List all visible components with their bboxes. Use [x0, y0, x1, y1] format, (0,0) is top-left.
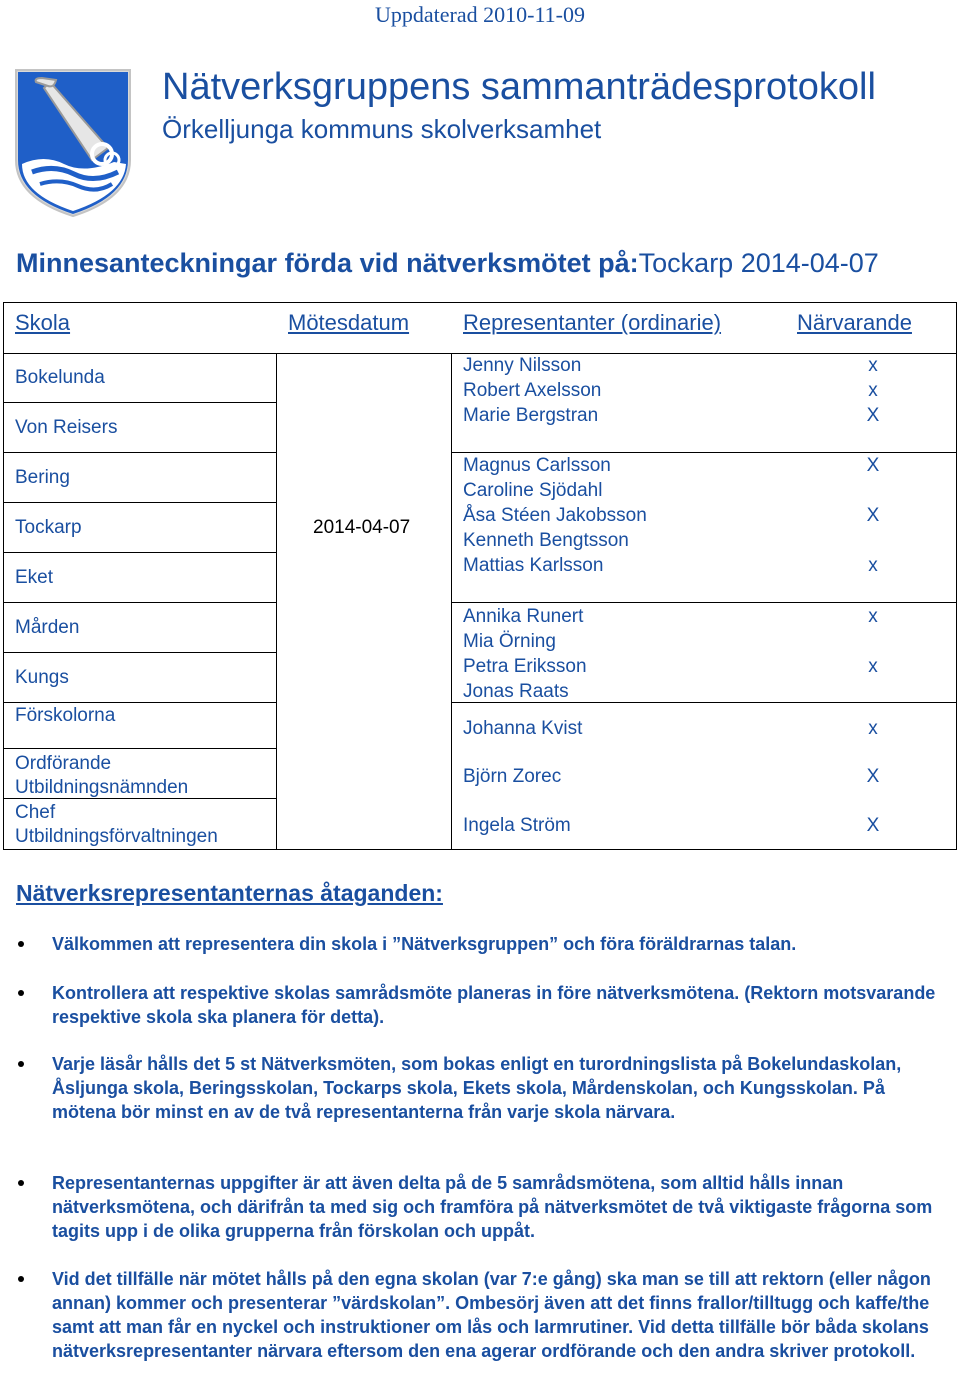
page-subtitle: Örkelljunga kommuns skolverksamhet	[162, 114, 602, 144]
task-item	[52, 981, 952, 1029]
column-header-meeting-date: Mötesdatum	[288, 310, 410, 335]
representative-name: Magnus Carlsson	[463, 455, 611, 476]
column-header-school: Skola	[15, 310, 71, 335]
bullet-icon	[18, 1061, 24, 1067]
school-cell: Von Reisers	[15, 417, 118, 438]
representative-name: Kenneth Bengtsson	[463, 530, 629, 551]
representative-name: Björn Zorec	[463, 766, 562, 787]
attendance-mark: x	[868, 555, 878, 576]
representative-name: Jonas Raats	[463, 681, 569, 702]
updated-date: Uppdaterad 2010-11-09	[375, 2, 585, 27]
attendance-mark: x	[868, 355, 878, 376]
task-item	[52, 1267, 952, 1363]
attendance-mark: X	[866, 766, 880, 787]
minutes-label: Minnesanteckningar förda vid nätverksmötet på:	[16, 248, 639, 278]
task-item	[52, 1052, 952, 1124]
task-text: Varje läsår hålls det 5 st Nätverksmöten, som bokas enligt en turordningslista på Bokelundaskolan, Åsljunga skola, Beringsskolan, Tockarps skola, Ekets skola, Mårdenskolan, och Kungsskolan. På mötena bör minst en av de två representanterna från varje skola närvara.	[52, 1054, 902, 1122]
municipal-coat-of-arms-icon	[14, 68, 132, 218]
role-line: Chef	[15, 802, 56, 823]
representative-name: Johanna Kvist	[463, 718, 583, 739]
task-text: Representanternas uppgifter är att även delta på de 5 samrådsmötena, som alltid hålls innan nätverksmötena, och därifrån ta med sig och framföra på nätverksmötet de två viktigaste frågorna som tagits upp i de olika grupperna från förskolan och uppåt.	[52, 1173, 933, 1241]
bullet-icon	[18, 990, 24, 996]
role-line: Utbildningsnämnden	[15, 777, 189, 798]
role-line: Ordförande	[15, 753, 112, 774]
attendance-mark: X	[866, 455, 880, 476]
attendance-mark: X	[866, 505, 880, 526]
school-cell: Förskolorna	[15, 705, 116, 726]
representative-name: Åsa Stéen Jakobsson	[463, 505, 647, 526]
attendance-mark: x	[868, 656, 878, 677]
representative-name: Marie Bergstran	[463, 405, 599, 426]
role-cell-chair	[15, 752, 188, 800]
task-text: Välkommen att representera din skola i ”Nätverksgruppen” och föra föräldrarnas talan.	[52, 934, 797, 954]
school-cell: Bokelunda	[15, 367, 105, 388]
task-item	[52, 932, 952, 956]
task-text: Kontrollera att respektive skolas samrådsmöte planeras in före nätverksmötena. (Rektorn motsvarande respektive skola ska planera för detta).	[52, 983, 936, 1027]
bullet-icon	[18, 941, 24, 947]
bullet-icon	[18, 1276, 24, 1282]
attendance-mark: x	[868, 718, 878, 739]
attendance-mark: X	[866, 405, 880, 426]
representative-name: Annika Runert	[463, 606, 584, 627]
representative-name: Mia Örning	[463, 631, 556, 652]
school-cell: Tockarp	[15, 517, 82, 538]
attendance-table	[3, 302, 957, 850]
meeting-date-cell: 2014-04-07	[313, 517, 411, 538]
minutes-heading	[16, 248, 879, 279]
representative-name: Ingela Ström	[463, 815, 571, 836]
representative-name: Caroline Sjödahl	[463, 480, 603, 501]
representative-name: Mattias Karlsson	[463, 555, 604, 576]
page-title: Nätverksgruppens sammanträdesprotokoll	[162, 66, 876, 108]
representative-name: Petra Eriksson	[463, 656, 587, 677]
minutes-place-date: Tockarp 2014-04-07	[638, 248, 879, 278]
bullet-icon	[18, 1180, 24, 1186]
attendance-mark: X	[866, 815, 880, 836]
representative-name: Robert Axelsson	[463, 380, 602, 401]
school-cell: Mården	[15, 617, 80, 638]
school-cell: Kungs	[15, 667, 69, 688]
role-cell-chief	[15, 801, 218, 849]
tasks-heading: Nätverksrepresentanternas åtaganden:	[16, 880, 443, 906]
task-item	[52, 1171, 952, 1243]
column-header-representatives: Representanter (ordinarie)	[463, 310, 722, 335]
role-line: Utbildningsförvaltningen	[15, 826, 218, 847]
attendance-mark: x	[868, 606, 878, 627]
attendance-mark: x	[868, 380, 878, 401]
school-cell: Eket	[15, 567, 54, 588]
school-cell: Bering	[15, 467, 70, 488]
representative-name: Jenny Nilsson	[463, 355, 582, 376]
task-text: Vid det tillfälle när mötet hålls på den egna skolan (var 7:e gång) ska man se till att rektorn (eller någon annan) kommer och presenterar ”värdskolan”. Ombesörj även att det finns frallor/tilltugg och kaffe/the samt att man får en nyckel och instruktioner om lås och larmrutiner. Vid detta tillfälle bör båda skolans nätverksrepresentanter närvara eftersom den ena agerar ordförande och den andra skriver protokoll.	[52, 1269, 931, 1361]
column-header-present: Närvarande	[797, 310, 912, 335]
